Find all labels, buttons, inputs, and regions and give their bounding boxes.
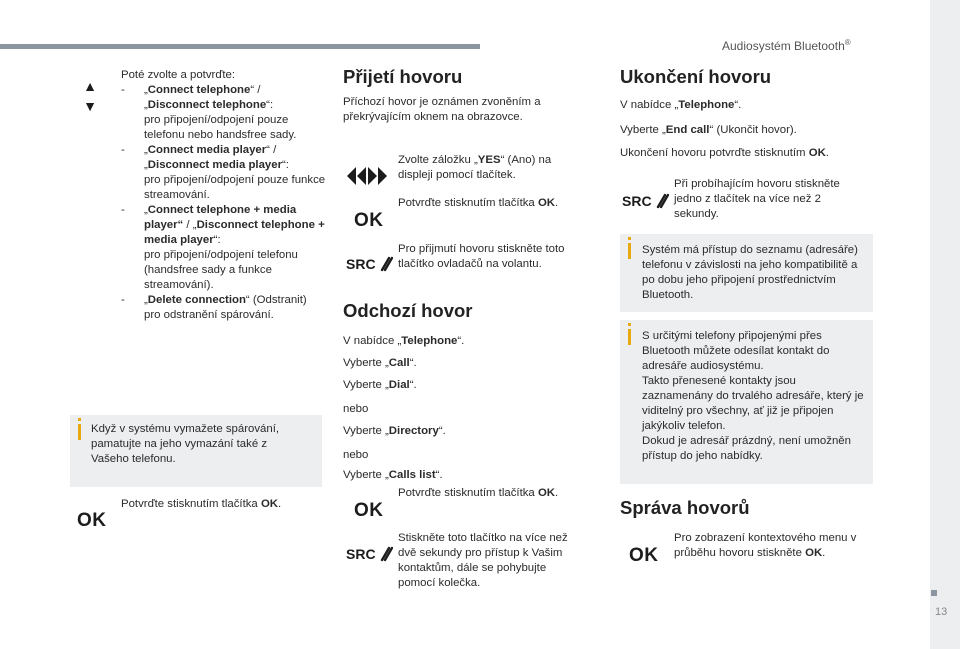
option-name: Disconnect telephone + media player bbox=[144, 219, 325, 246]
src-phone-button-icon bbox=[346, 256, 393, 272]
heading-outgoing-call: Odchozí hovor bbox=[343, 300, 473, 321]
header-rule bbox=[0, 44, 480, 49]
list-dash: - bbox=[121, 294, 125, 306]
heading-call-management: Správa hovorů bbox=[620, 497, 750, 518]
info-icon bbox=[628, 243, 631, 259]
side-strip bbox=[930, 0, 960, 649]
confirm-text bbox=[121, 497, 326, 512]
outgoing-line bbox=[343, 356, 563, 378]
line-text: “. bbox=[457, 335, 465, 347]
line-text: Ukončení hovoru potvrďte stisknutím bbox=[620, 147, 809, 159]
step-text: . bbox=[555, 197, 559, 209]
ok-button-icon: OK bbox=[77, 510, 107, 531]
outgoing-line bbox=[343, 378, 563, 402]
step-text: Pro zobrazení kontextového menu v průběhu hovoru stiskněte bbox=[674, 532, 857, 559]
info-text bbox=[642, 329, 867, 464]
quote: „ bbox=[144, 204, 148, 216]
src-label: SRC bbox=[346, 546, 376, 562]
quote: “: bbox=[213, 234, 221, 246]
step-text: Potvrďte stisknutím tlačítka bbox=[398, 197, 538, 209]
line-bold: Dial bbox=[388, 379, 410, 391]
ok-button-icon: OK bbox=[629, 545, 659, 566]
info-line: Dokud je adresář prázdný, není umožněn přístup do jeho nabídky. bbox=[642, 435, 851, 462]
end-call-line bbox=[620, 146, 860, 168]
ok-button-icon: OK bbox=[354, 210, 384, 231]
line-text: Vyberte „ bbox=[343, 357, 389, 369]
step-text: . bbox=[555, 487, 559, 499]
info-box bbox=[70, 415, 322, 487]
step-answer-wheel: Pro přijmutí hovoru stiskněte toto tlačítko ovladačů na volantu. bbox=[398, 243, 565, 270]
step-bold: OK bbox=[537, 487, 556, 499]
quote: „ bbox=[144, 144, 148, 156]
line-text: “. bbox=[435, 469, 443, 481]
line-bold: Call bbox=[388, 357, 410, 369]
heading-end-call: Ukončení hovoru bbox=[620, 66, 772, 87]
info-line: S určitými telefony připojenými přes Bluetooth můžete odesílat kontakt do adresáře audiosystému. bbox=[642, 330, 830, 372]
seek-buttons-icon bbox=[346, 165, 388, 192]
running-header bbox=[722, 38, 851, 53]
src-label: SRC bbox=[346, 256, 376, 272]
line-text: V nabídce „ bbox=[343, 335, 402, 347]
line-bold: Telephone bbox=[401, 335, 458, 347]
line-bold: Directory bbox=[388, 425, 439, 437]
separator: “ / „ bbox=[144, 84, 261, 111]
line-bold: Telephone bbox=[678, 99, 735, 111]
line-bold: OK bbox=[808, 147, 826, 159]
outgoing-line bbox=[343, 424, 563, 448]
info-icon bbox=[628, 329, 631, 345]
step-text: Zvolte záložku „ bbox=[398, 154, 478, 166]
running-header-text: Audiosystém Bluetooth bbox=[722, 39, 845, 53]
step-text: Potvrďte stisknutím tlačítka bbox=[398, 487, 538, 499]
seek-arrows-icon bbox=[346, 165, 388, 187]
step-bold: OK bbox=[537, 197, 556, 209]
line-text: Vyberte „ bbox=[343, 469, 389, 481]
info-line: Takto přenesené kontakty jsou zaznamenány do trvalého adresáře, který je viditelný pro všechny, ať již je připojen jakýkoliv telefon. bbox=[642, 375, 864, 432]
line-text: “ (Ukončit hovor). bbox=[709, 124, 797, 136]
option-name: Disconnect media player bbox=[147, 159, 283, 171]
quote: “: bbox=[282, 159, 289, 171]
option-description: pro připojení/odpojení pouze telefonu nebo handsfree sady. bbox=[144, 114, 297, 141]
list-dash: - bbox=[121, 84, 125, 96]
step-text: . bbox=[822, 547, 826, 559]
end-call-line bbox=[620, 123, 860, 146]
confirm-before: Potvrďte stisknutím tlačítka bbox=[121, 498, 261, 510]
separator: “ / „ bbox=[144, 144, 277, 171]
line-text: “. bbox=[734, 99, 742, 111]
list-item bbox=[121, 83, 326, 143]
option-description: pro připojení/odpojení pouze funkce streamování. bbox=[144, 174, 326, 201]
info-box bbox=[620, 320, 873, 484]
ok-button-icon: OK bbox=[354, 500, 384, 521]
outgoing-line bbox=[343, 334, 563, 356]
line-bold: Calls list bbox=[388, 469, 436, 481]
up-down-arrows-icon bbox=[82, 76, 98, 116]
arrow-up-icon: ▲ bbox=[83, 78, 97, 94]
line-text: Vyberte „ bbox=[620, 124, 666, 136]
page-number: 13 bbox=[935, 606, 948, 618]
step-confirm-ok bbox=[398, 486, 573, 501]
phone-hangup-icon bbox=[655, 193, 669, 209]
list-dash: - bbox=[121, 204, 125, 216]
line-text: Vyberte „ bbox=[343, 425, 389, 437]
quote: „ bbox=[144, 84, 148, 96]
option-description: pro připojení/odpojení telefonu (handsfree sady a funkce streamování). bbox=[144, 249, 298, 291]
end-call-line bbox=[620, 98, 860, 123]
page-marker bbox=[931, 590, 937, 596]
step-text: “ (Ano) na displeji pomocí tlačítek. bbox=[398, 154, 552, 181]
option-description: pro odstranění spárování. bbox=[144, 309, 274, 321]
quote: „ bbox=[144, 294, 148, 306]
quote: “: bbox=[266, 99, 274, 111]
confirm-after: . bbox=[278, 498, 282, 510]
list-item bbox=[121, 293, 326, 323]
line-text: “. bbox=[409, 379, 417, 391]
line-text: V nabídce „ bbox=[620, 99, 679, 111]
src-phone-button-icon bbox=[622, 193, 669, 209]
step-contacts: Stiskněte toto tlačítko na více než dvě sekundy pro přístup k Vašim kontaktům, dále se pohybujte pomocí kolečka. bbox=[398, 532, 568, 589]
option-name: Connect telephone + media player“ bbox=[144, 204, 297, 231]
list-dash: - bbox=[121, 144, 125, 156]
line-text: . bbox=[825, 147, 829, 159]
phone-hangup-icon bbox=[379, 256, 393, 272]
outgoing-steps bbox=[343, 334, 563, 490]
option-name: Connect telephone bbox=[147, 84, 251, 96]
outgoing-line bbox=[343, 402, 563, 424]
heading-incoming-call: Přijetí hovoru bbox=[343, 66, 463, 87]
separator: / „ bbox=[183, 219, 197, 231]
intro-text: Poté zvolte a potvrďte: bbox=[121, 69, 236, 81]
step-confirm-ok bbox=[398, 196, 573, 211]
option-name: Connect media player bbox=[147, 144, 267, 156]
option-name: Disconnect telephone bbox=[147, 99, 267, 111]
end-call-steps bbox=[620, 98, 860, 168]
connection-options-list bbox=[121, 83, 326, 323]
info-box bbox=[620, 234, 873, 312]
line-text: nebo bbox=[343, 449, 369, 461]
info-icon bbox=[78, 424, 81, 440]
step-hangup: Při probíhajícím hovoru stiskněte jedno z tlačítek na více než 2 sekundy. bbox=[674, 178, 840, 220]
line-text: “. bbox=[409, 357, 417, 369]
confirm-bold: OK bbox=[260, 498, 279, 510]
line-bold: End call bbox=[665, 124, 710, 136]
info-text: Systém má přístup do seznamu (adresáře) telefonu v závislosti na jeho kompatibilitě a po dobu jeho připojení prostřednictvím Bluetooth. bbox=[642, 244, 858, 301]
incoming-intro: Příchozí hovor je oznámen zvoněním a překrývajícím oknem na obrazovce. bbox=[343, 96, 541, 123]
step-bold: OK bbox=[805, 547, 823, 559]
col1-intro bbox=[121, 68, 326, 323]
registered-mark: ® bbox=[844, 38, 851, 47]
src-phone-button-icon bbox=[346, 546, 393, 562]
option-name: Delete connection bbox=[147, 294, 246, 306]
step-bold: YES bbox=[477, 154, 501, 166]
step-context-menu bbox=[674, 531, 864, 561]
list-item bbox=[121, 143, 326, 203]
separator: “ (Odstranit) bbox=[245, 294, 307, 306]
line-text: Vyberte „ bbox=[343, 379, 389, 391]
info-text: Když v systému vymažete spárování, pamatujte na jeho vymazání také z Vašeho telefonu. bbox=[91, 423, 280, 465]
outgoing-line bbox=[343, 448, 563, 468]
list-item bbox=[121, 203, 326, 293]
arrow-down-icon: ▼ bbox=[83, 98, 97, 114]
line-text: “. bbox=[438, 425, 446, 437]
step-select-yes bbox=[398, 153, 568, 183]
src-label: SRC bbox=[622, 193, 652, 209]
line-text: nebo bbox=[343, 403, 369, 415]
phone-hangup-icon bbox=[379, 546, 393, 562]
